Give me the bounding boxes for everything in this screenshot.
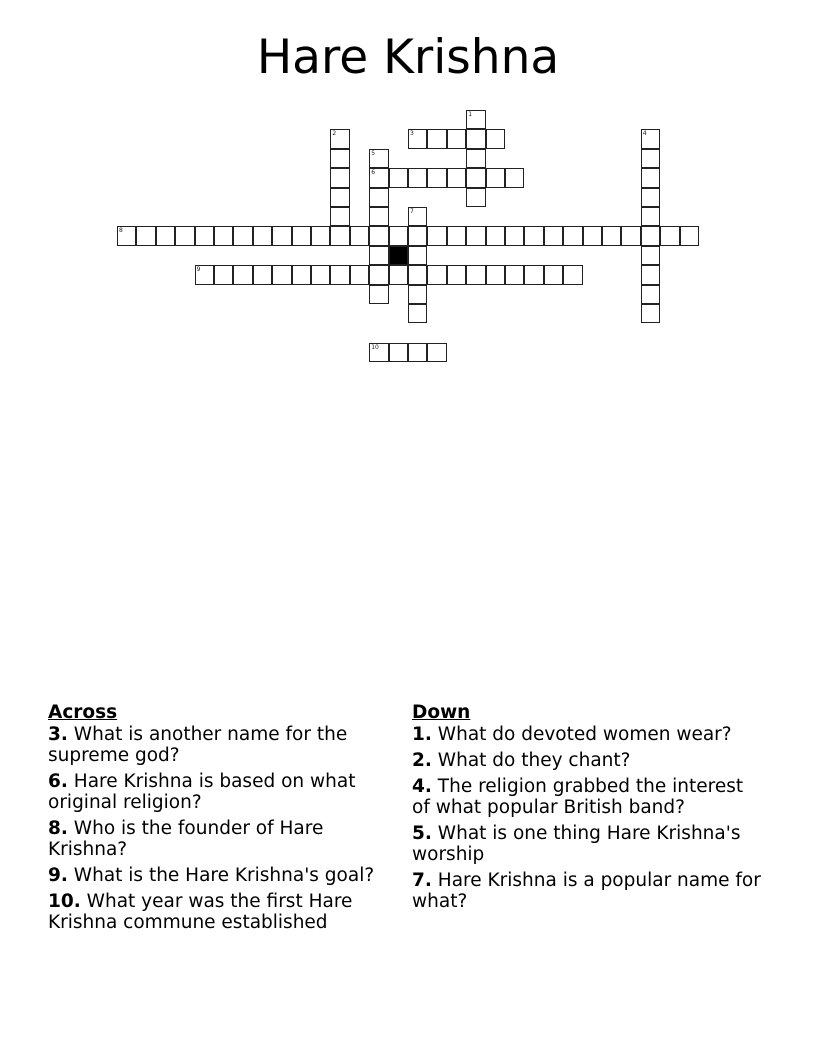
clue-text: What year was the first Hare Krishna commune established xyxy=(48,891,353,933)
cell-number: 8 xyxy=(119,227,123,235)
grid-cell[interactable] xyxy=(369,265,388,284)
clue-number: 9. xyxy=(48,865,68,886)
grid-cell[interactable] xyxy=(408,207,427,226)
grid-cell[interactable] xyxy=(563,265,582,284)
grid-cell[interactable] xyxy=(330,226,349,245)
grid-cell[interactable] xyxy=(330,265,349,284)
grid-cell[interactable] xyxy=(641,149,660,168)
grid-cell[interactable] xyxy=(486,129,505,148)
grid-cell[interactable] xyxy=(466,129,485,148)
grid-cell[interactable] xyxy=(408,246,427,265)
grid-cell[interactable] xyxy=(330,207,349,226)
grid-cell[interactable] xyxy=(583,226,602,245)
down-clue-5 xyxy=(412,823,762,865)
crossword-grid xyxy=(0,0,816,400)
clue-number: 2. xyxy=(412,750,432,771)
cell-number: 7 xyxy=(410,208,414,215)
puzzle-title: Hare Krishna xyxy=(256,30,560,85)
clue-text: What is the Hare Krishna's goal? xyxy=(73,865,375,886)
grid-cell[interactable] xyxy=(369,226,388,245)
grid-cell[interactable] xyxy=(350,265,369,284)
cell-number: 5 xyxy=(371,149,376,157)
across-clues xyxy=(48,702,398,938)
grid-cell[interactable] xyxy=(311,265,330,284)
grid-cell[interactable] xyxy=(253,226,272,245)
grid-cell[interactable] xyxy=(136,226,155,245)
cell-number: 6 xyxy=(371,169,376,177)
cell-number: 10 xyxy=(371,343,379,351)
grid-cell[interactable] xyxy=(466,149,485,168)
clue-text: What do devoted women wear? xyxy=(437,724,732,745)
grid-cell[interactable] xyxy=(253,265,272,284)
grid-cell[interactable] xyxy=(524,265,543,284)
grid-cell[interactable] xyxy=(621,226,640,245)
grid-cell[interactable] xyxy=(524,226,543,245)
grid-cell[interactable] xyxy=(544,226,563,245)
grid-cell[interactable] xyxy=(486,168,505,187)
grid-cell[interactable] xyxy=(311,226,330,245)
grid-cell[interactable] xyxy=(195,226,214,245)
grid-cell[interactable] xyxy=(214,265,233,284)
grid-cell[interactable] xyxy=(369,168,388,187)
grid-cell[interactable] xyxy=(369,246,388,265)
grid-cell[interactable] xyxy=(330,188,349,207)
clue-number: 10. xyxy=(48,891,81,912)
grid-cell[interactable] xyxy=(641,285,660,304)
cell-number: 9 xyxy=(196,266,201,274)
grid-cell[interactable] xyxy=(156,226,175,245)
clue-number: 6. xyxy=(48,771,68,792)
clue-text: The religion grabbed the interest of what popular British band? xyxy=(412,776,744,818)
grid-cell[interactable] xyxy=(408,304,427,323)
grid-cell[interactable] xyxy=(272,226,291,245)
grid-cell[interactable] xyxy=(641,246,660,265)
clue-text: Who is the founder of Hare Krishna? xyxy=(48,818,324,860)
grid-cell[interactable] xyxy=(389,226,408,245)
grid-cell[interactable] xyxy=(330,168,349,187)
grid-cell[interactable] xyxy=(408,265,427,284)
grid-cell[interactable] xyxy=(563,226,582,245)
clue-number: 1. xyxy=(412,724,432,745)
clue-text: What do they chant? xyxy=(437,750,631,771)
down-heading: Down xyxy=(412,702,471,723)
down-clues xyxy=(412,702,762,917)
grid-cell[interactable] xyxy=(330,149,349,168)
grid-cell[interactable] xyxy=(641,168,660,187)
grid-cell[interactable] xyxy=(447,265,466,284)
cell-number: 2 xyxy=(332,130,337,138)
black-cell xyxy=(389,246,408,265)
clue-number: 4. xyxy=(412,776,432,797)
grid-cell[interactable] xyxy=(466,188,485,207)
grid-cell[interactable] xyxy=(292,265,311,284)
down-clue-7 xyxy=(412,870,762,912)
grid-cell[interactable] xyxy=(350,226,369,245)
grid-cell[interactable] xyxy=(641,226,660,245)
grid-cell[interactable] xyxy=(175,226,194,245)
grid-cell[interactable] xyxy=(369,188,388,207)
clue-text: Hare Krishna is a popular name for what? xyxy=(412,870,761,912)
grid-cell[interactable] xyxy=(486,226,505,245)
grid-cell[interactable] xyxy=(641,265,660,284)
grid-cell[interactable] xyxy=(641,129,660,148)
grid-cell[interactable] xyxy=(389,265,408,284)
clue-text: What is one thing Hare Krishna's worship xyxy=(412,823,741,865)
clue-number: 5. xyxy=(412,823,432,844)
across-clue-3 xyxy=(48,724,398,766)
grid-cell[interactable] xyxy=(214,226,233,245)
across-clue-8 xyxy=(48,818,398,860)
grid-cell[interactable] xyxy=(233,226,252,245)
clue-number: 8. xyxy=(48,818,68,839)
grid-cell[interactable] xyxy=(427,265,446,284)
grid-cell[interactable] xyxy=(505,265,524,284)
cell-number: 1 xyxy=(468,111,473,118)
grid-cell[interactable] xyxy=(369,149,388,168)
down-clue-1 xyxy=(412,724,762,745)
grid-cell[interactable] xyxy=(427,168,446,187)
grid-cell[interactable] xyxy=(330,129,349,148)
grid-cell[interactable] xyxy=(505,168,524,187)
grid-cell[interactable] xyxy=(292,226,311,245)
across-clue-10 xyxy=(48,891,398,933)
grid-cell[interactable] xyxy=(544,265,563,284)
grid-cell[interactable] xyxy=(660,226,679,245)
grid-cell[interactable] xyxy=(447,168,466,187)
grid-cell[interactable] xyxy=(427,226,446,245)
grid-cell[interactable] xyxy=(408,168,427,187)
clue-text: Hare Krishna is based on what original religion? xyxy=(48,771,356,813)
grid-cell[interactable] xyxy=(369,343,388,362)
grid-cell[interactable] xyxy=(369,285,388,304)
down-clue-4 xyxy=(412,776,762,818)
grid-cell[interactable] xyxy=(389,168,408,187)
grid-cell[interactable] xyxy=(389,343,408,362)
grid-cell[interactable] xyxy=(447,129,466,148)
grid-cell[interactable] xyxy=(447,226,466,245)
clue-text: What is another name for the supreme god? xyxy=(48,724,348,766)
grid-cell[interactable] xyxy=(117,226,136,245)
cell-number: 4 xyxy=(642,130,647,138)
grid-cell[interactable] xyxy=(505,226,524,245)
cell-number: 3 xyxy=(410,130,414,138)
grid-cell[interactable] xyxy=(680,226,699,245)
grid-cell[interactable] xyxy=(466,226,485,245)
across-clue-9 xyxy=(48,865,398,886)
grid-cell[interactable] xyxy=(195,265,214,284)
across-heading: Across xyxy=(48,702,118,723)
grid-cell[interactable] xyxy=(466,265,485,284)
grid-cell[interactable] xyxy=(427,343,446,362)
across-clue-6 xyxy=(48,771,398,813)
grid-cell[interactable] xyxy=(641,207,660,226)
grid-cell[interactable] xyxy=(641,304,660,323)
down-clue-2 xyxy=(412,750,762,771)
grid-cell[interactable] xyxy=(369,207,388,226)
grid-cell[interactable] xyxy=(408,129,427,148)
grid-cell[interactable] xyxy=(272,265,291,284)
grid-cell[interactable] xyxy=(408,285,427,304)
grid-cell[interactable] xyxy=(486,265,505,284)
grid-cell[interactable] xyxy=(408,343,427,362)
clue-number: 7. xyxy=(412,870,432,891)
grid-cell[interactable] xyxy=(233,265,252,284)
grid-cell[interactable] xyxy=(466,168,485,187)
grid-cell[interactable] xyxy=(602,226,621,245)
grid-cell[interactable] xyxy=(408,226,427,245)
grid-cell[interactable] xyxy=(641,188,660,207)
grid-cell[interactable] xyxy=(466,110,485,129)
grid-cell[interactable] xyxy=(427,129,446,148)
clue-number: 3. xyxy=(48,724,68,745)
